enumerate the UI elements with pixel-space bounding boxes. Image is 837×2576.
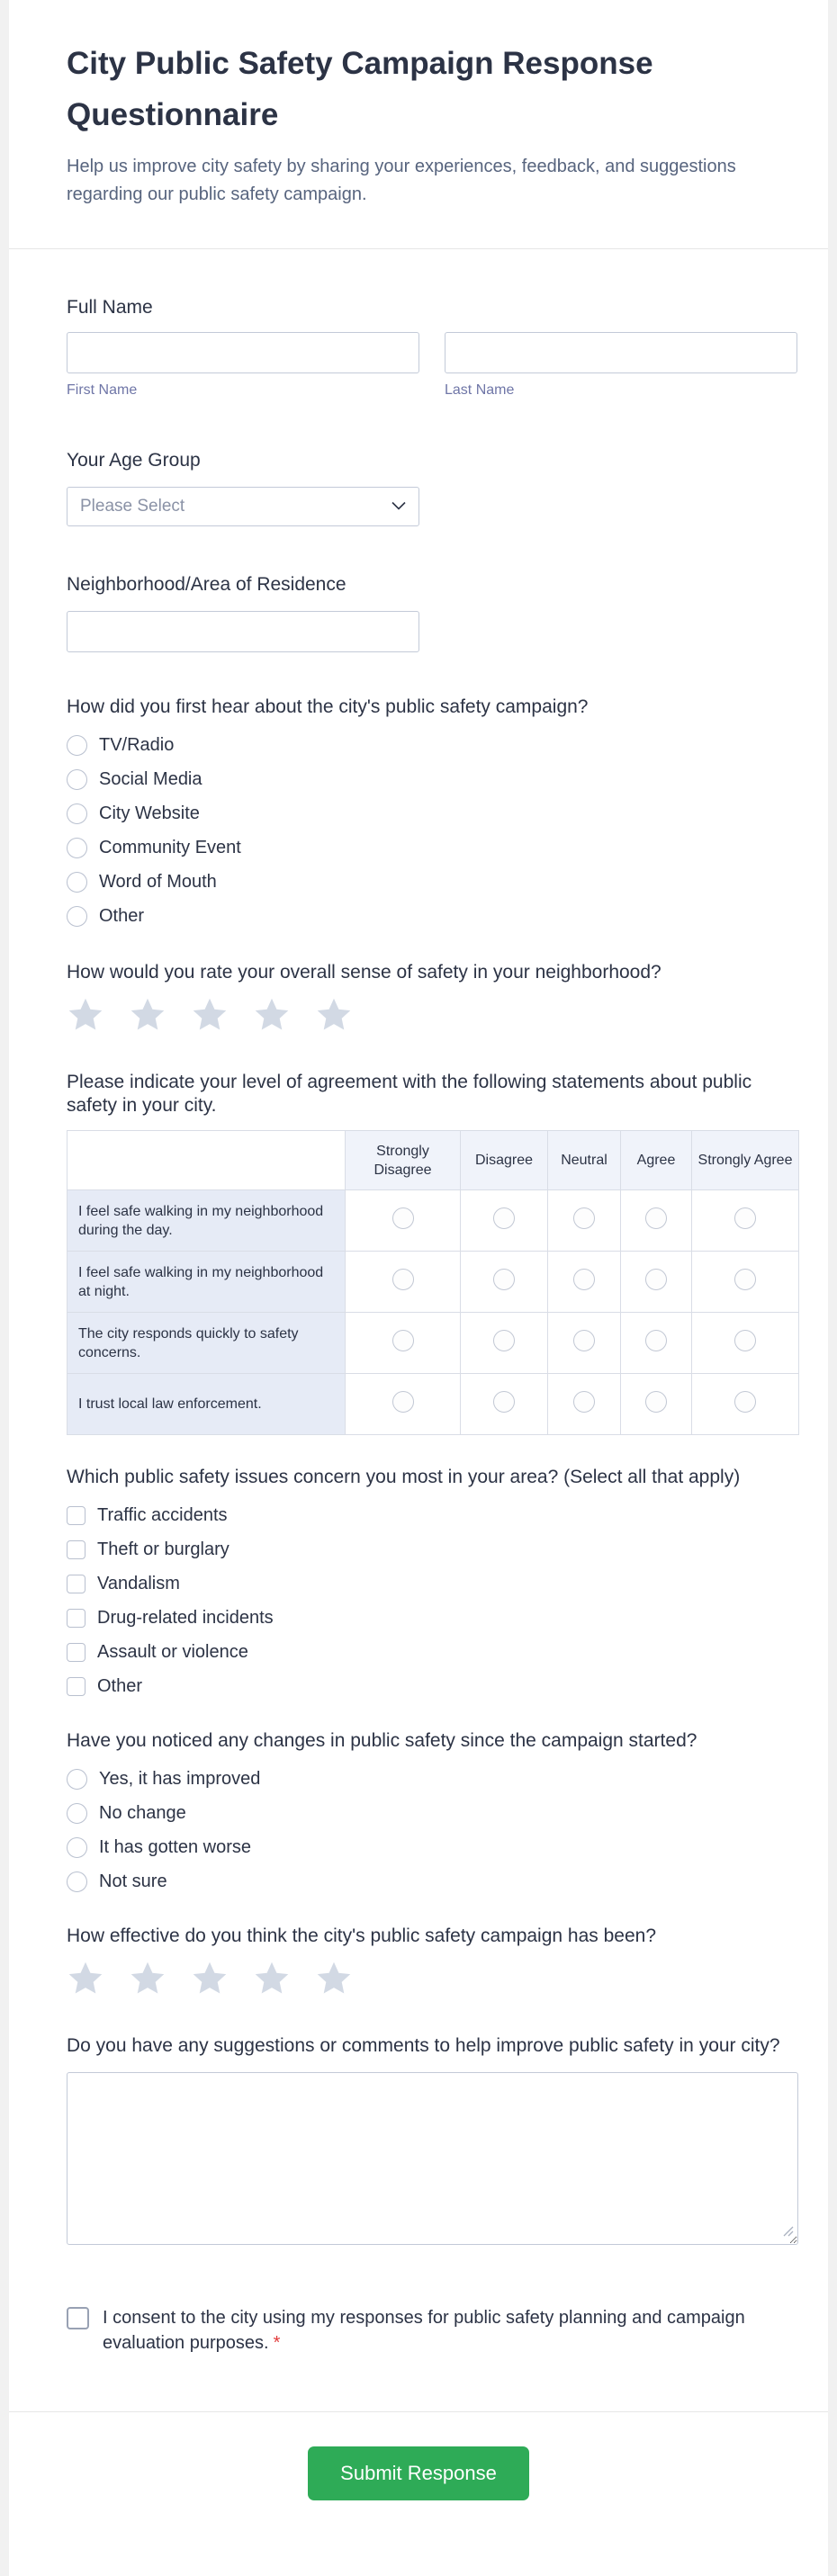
star-rating [67,997,780,1033]
star-icon[interactable] [315,997,353,1033]
consent-label: I consent to the city using my responses for public safety planning and campaign evaluation purposes. [103,2308,745,2353]
radio-option-label: Social Media [99,769,202,789]
neighborhood-label: Neighborhood/Area of Residence [67,574,346,595]
matrix-column-header: Agree [621,1131,692,1190]
matrix-cell[interactable] [346,1252,461,1313]
star-icon[interactable] [191,997,229,1033]
age-group-select[interactable] [67,487,419,526]
agreement-matrix-label: Please indicate your level of agreement with the following statements about public safety in your city. [67,1072,752,1116]
matrix-cell[interactable] [621,1374,692,1435]
matrix-cell[interactable] [692,1374,799,1435]
issues-label: Which public safety issues concern you most in your area? (Select all that apply) [67,1467,741,1487]
changes-label: Have you noticed any changes in public safety since the campaign started? [67,1730,698,1751]
matrix-radio-icon[interactable] [734,1330,756,1351]
question-agreement-matrix [67,1071,793,1435]
suggestions-label: Do you have any suggestions or comments to help improve public safety in your city? [67,2035,780,2056]
full-name-label: Full Name [67,297,153,318]
checkbox-option-label: Drug-related incidents [97,1608,274,1628]
question-suggestions [67,2034,780,2249]
star-icon[interactable] [67,1961,104,1997]
star-icon[interactable] [129,1961,166,1997]
matrix-row [68,1374,799,1435]
checkbox-option[interactable] [67,1676,780,1697]
matrix-radio-icon[interactable] [392,1207,414,1229]
form-card [9,0,828,2576]
matrix-cell[interactable] [621,1252,692,1313]
checkbox-option-label: Traffic accidents [97,1505,228,1525]
matrix-radio-icon[interactable] [573,1207,595,1229]
matrix-row-label: I feel safe walking in my neighborhood at night. [68,1252,346,1313]
matrix-cell[interactable] [461,1190,548,1252]
matrix-radio-icon[interactable] [392,1269,414,1290]
last-name-input[interactable] [445,332,797,373]
matrix-row [68,1190,799,1252]
matrix-cell[interactable] [692,1190,799,1252]
matrix-radio-icon[interactable] [493,1391,515,1413]
submit-button[interactable]: Submit Response [308,2446,529,2500]
checkbox-option-label: Other [97,1676,143,1696]
radio-option[interactable] [67,1769,780,1790]
safety-rating-label: How would you rate your overall sense of safety in your neighborhood? [67,962,662,983]
checkbox-icon[interactable] [67,1677,86,1696]
matrix-row [68,1313,799,1374]
checkbox-icon[interactable] [67,1643,86,1662]
radio-option[interactable] [67,803,780,824]
matrix-radio-icon[interactable] [645,1330,667,1351]
checkbox-icon[interactable] [67,1575,86,1593]
matrix-radio-icon[interactable] [734,1207,756,1229]
star-icon[interactable] [253,1961,291,1997]
radio-button-icon[interactable] [67,1769,87,1790]
star-icon[interactable] [67,997,104,1033]
checkbox-icon[interactable] [67,1506,86,1525]
matrix-cell[interactable] [621,1313,692,1374]
matrix-cell[interactable] [461,1313,548,1374]
matrix-corner-cell [68,1131,346,1190]
matrix-cell[interactable] [461,1374,548,1435]
matrix-cell[interactable] [548,1313,621,1374]
radio-option-label: Yes, it has improved [99,1769,261,1789]
age-group-selected-value: Please Select [80,497,185,516]
matrix-cell[interactable] [692,1252,799,1313]
radio-button-icon[interactable] [67,769,87,790]
star-rating [67,1961,780,1997]
checkbox-option[interactable] [67,1642,780,1663]
radio-option-label: Other [99,906,145,926]
radio-button-icon[interactable] [67,838,87,858]
matrix-column-header: Neutral [548,1131,621,1190]
matrix-row [68,1252,799,1313]
radio-button-icon[interactable] [67,735,87,756]
matrix-row-label: I feel safe walking in my neighborhood during the day. [68,1190,346,1252]
matrix-cell[interactable] [548,1252,621,1313]
question-age-group [67,449,780,526]
radio-button-icon[interactable] [67,872,87,893]
radio-option[interactable] [67,906,780,927]
matrix-header-row [68,1131,799,1190]
checkbox-option[interactable] [67,1539,780,1560]
checkbox-option-label: Assault or violence [97,1642,248,1662]
radio-option-label: Community Event [99,838,241,857]
matrix-column-header: Strongly Agree [692,1131,799,1190]
checkbox-option[interactable] [67,1608,780,1629]
checkbox-icon[interactable] [67,1609,86,1628]
radio-button-icon[interactable] [67,1803,87,1824]
agreement-matrix-table [67,1130,799,1435]
matrix-cell[interactable] [548,1190,621,1252]
checkbox-option-label: Vandalism [97,1574,180,1593]
question-hear-about [67,696,780,927]
matrix-column-header: Strongly Disagree [346,1131,461,1190]
radio-option-label: Not sure [99,1871,167,1891]
radio-button-icon[interactable] [67,1837,87,1858]
hear-about-label: How did you first hear about the city's public safety campaign? [67,696,589,717]
age-group-label: Your Age Group [67,450,201,471]
radio-option-label: No change [99,1803,186,1823]
question-effectiveness [67,1925,780,1997]
star-icon[interactable] [253,997,291,1033]
matrix-radio-icon[interactable] [734,1269,756,1290]
question-safety-rating [67,961,780,1033]
question-issues [67,1466,780,1697]
radio-option-label: Word of Mouth [99,872,217,892]
matrix-radio-icon[interactable] [493,1269,515,1290]
matrix-radio-icon[interactable] [493,1330,515,1351]
star-icon[interactable] [315,1961,353,1997]
matrix-radio-icon[interactable] [734,1391,756,1413]
form-header [9,0,828,209]
matrix-radio-icon[interactable] [392,1391,414,1413]
chevron-down-icon [392,498,406,515]
consent-checkbox[interactable] [67,2307,89,2329]
matrix-cell[interactable] [461,1252,548,1313]
matrix-column-header: Disagree [461,1131,548,1190]
radio-option[interactable] [67,838,780,858]
last-name-sublabel: Last Name [445,382,515,398]
page-title: City Public Safety Campaign Response Questionnaire [67,46,653,132]
question-changes [67,1729,780,1892]
question-consent [67,2305,780,2356]
consent-text [103,2305,778,2356]
matrix-radio-icon[interactable] [573,1391,595,1413]
neighborhood-input[interactable] [67,611,419,652]
matrix-radio-icon[interactable] [392,1330,414,1351]
matrix-radio-icon[interactable] [645,1269,667,1290]
radio-option[interactable] [67,1871,780,1892]
matrix-cell[interactable] [548,1374,621,1435]
matrix-row-label: The city responds quickly to safety concerns. [68,1313,346,1374]
checkbox-option[interactable] [67,1505,780,1526]
form-subtitle: Help us improve city safety by sharing your experiences, feedback, and suggestions regarding our public safety campaign. [67,157,736,204]
matrix-cell[interactable] [346,1190,461,1252]
radio-button-icon[interactable] [67,1871,87,1892]
checkbox-option-label: Theft or burglary [97,1539,230,1559]
matrix-cell[interactable] [346,1313,461,1374]
submit-bar [9,2412,828,2541]
radio-button-icon[interactable] [67,803,87,824]
question-neighborhood [67,573,780,652]
star-icon[interactable] [129,997,166,1033]
matrix-radio-icon[interactable] [645,1207,667,1229]
question-full-name [67,296,780,399]
radio-option-label: City Website [99,803,200,823]
first-name-input[interactable] [67,332,419,373]
radio-button-icon[interactable] [67,906,87,927]
matrix-cell[interactable] [346,1374,461,1435]
radio-option[interactable] [67,735,780,756]
effectiveness-label: How effective do you think the city's public safety campaign has been? [67,1925,656,1946]
checkbox-option[interactable] [67,1574,780,1594]
radio-option[interactable] [67,872,780,893]
radio-option[interactable] [67,1837,780,1858]
matrix-radio-icon[interactable] [573,1330,595,1351]
first-name-sublabel: First Name [67,382,138,398]
radio-option[interactable] [67,769,780,790]
matrix-radio-icon[interactable] [645,1391,667,1413]
matrix-cell[interactable] [692,1313,799,1374]
suggestions-textarea[interactable] [67,2072,798,2245]
required-asterisk: * [273,2333,281,2353]
star-icon[interactable] [191,1961,229,1997]
matrix-cell[interactable] [621,1190,692,1252]
header-divider [9,248,828,249]
radio-option[interactable] [67,1803,780,1824]
matrix-radio-icon[interactable] [573,1269,595,1290]
checkbox-icon[interactable] [67,1540,86,1559]
matrix-radio-icon[interactable] [493,1207,515,1229]
radio-option-label: It has gotten worse [99,1837,251,1857]
radio-option-label: TV/Radio [99,735,175,755]
matrix-row-label: I trust local law enforcement. [68,1374,346,1435]
